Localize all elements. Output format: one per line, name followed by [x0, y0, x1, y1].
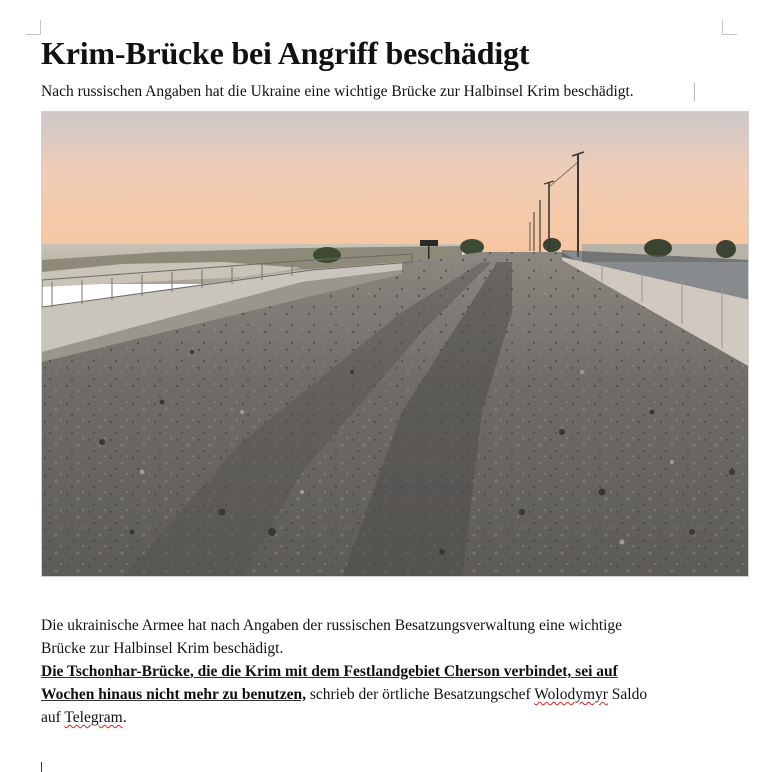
paragraph-2-line-3 [41, 706, 731, 729]
article-body [41, 614, 731, 729]
normal-text-part: . [122, 709, 127, 726]
article-lead[interactable]: Nach russischen Angaben hat die Ukraine eine wichtige Brücke zur Halbinsel Krim beschädigt. [41, 83, 634, 100]
text-cursor [41, 762, 42, 772]
spellcheck-word-bridge[interactable]: Tschonhar-Brücke [66, 663, 190, 680]
bold-text-part: verbindet, sei auf [499, 663, 618, 680]
body-paragraph-1[interactable] [41, 614, 731, 660]
normal-text-part: Saldo [607, 686, 648, 703]
normal-text-part: auf [41, 709, 65, 726]
spellcheck-word-cherson[interactable]: Cherson [443, 663, 500, 680]
bold-text-part: Die [41, 663, 67, 680]
normal-text-part: schrieb der örtliche Besatzungschef [305, 686, 535, 703]
paragraph-1-line-2: Brücke zur Halbinsel Krim beschädigt. [41, 640, 284, 657]
body-paragraph-2[interactable] [41, 660, 731, 729]
page-corner-mark-top-left [26, 20, 41, 35]
bold-text-line-2: Wochen hinaus nicht mehr zu benutzen, [41, 686, 306, 703]
spellcheck-word-telegram[interactable]: Telegram [64, 709, 123, 726]
paragraph-1-line-1: Die ukrainische Armee hat nach Angaben der russischen Besatzungsverwaltung eine wichtige [41, 617, 623, 634]
spellcheck-word-wolodymyr[interactable]: Wolodymyr [534, 686, 608, 703]
bold-text-part: , die die Krim mit dem Festlandgebiet [189, 663, 444, 680]
article-headline[interactable]: Krim-Brücke bei Angriff beschädigt [41, 35, 530, 71]
paragraph-2-line-2 [41, 683, 731, 706]
damaged-bridge-road-photo [42, 112, 749, 577]
paragraph-end-mark [694, 83, 695, 101]
bold-text-segment [41, 663, 618, 680]
page-corner-mark-top-right [722, 20, 737, 35]
paragraph-2-line-1 [41, 660, 731, 683]
article-photo[interactable] [41, 111, 749, 577]
